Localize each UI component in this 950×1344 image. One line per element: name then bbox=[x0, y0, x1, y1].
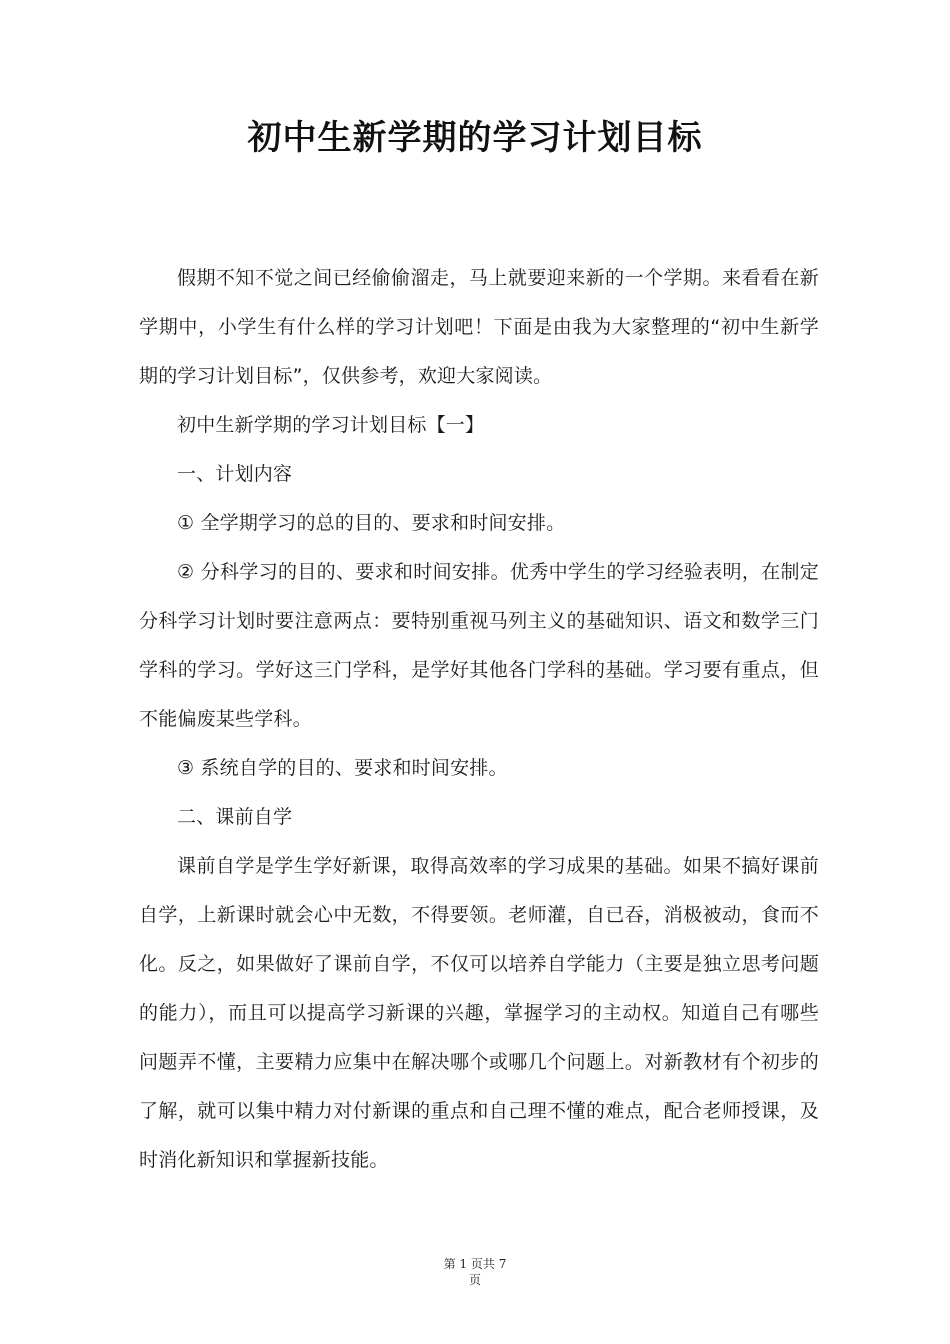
document-title: 初中生新学期的学习计划目标 bbox=[247, 118, 703, 158]
subheading-plan-content: 一、计划内容 bbox=[177, 463, 293, 485]
subheading-preview-study: 二、课前自学 bbox=[177, 806, 293, 828]
list-item-3: ③ 系统自学的目的、要求和时间安排。 bbox=[177, 757, 508, 779]
document-body bbox=[139, 254, 819, 1185]
preview-study-paragraph: 课前自学是学生学好新课，取得高效率的学习成果的基础。如果不搞好课前自学，上新课时就会心中无数，不得要领。老师灌，自已吞，消极被动，食而不化。反之，如果做好了课前自学，不仅可以培养自学能力（主要是独立思考问题的能力），而且可以提高学习新课的兴趣，掌握学习的主动权。知道自己有哪些问题弄不懂，主要精力应集中在解决哪个或哪几个问题上。对新教材有个初步的了解，就可以集中精力对付新课的重点和自己理不懂的难点，配合老师授课，及时消化新知识和掌握新技能。 bbox=[139, 855, 819, 1171]
page-number-line-2: 页 bbox=[468, 1273, 481, 1287]
section-heading-plan-one: 初中生新学期的学习计划目标【一】 bbox=[177, 414, 485, 436]
page-number-line-1: 第 1 页共 7 bbox=[443, 1257, 507, 1271]
intro-paragraph: 假期不知不觉之间已经偷偷溜走，马上就要迎来新的一个学期。来看看在新学期中，小学生有什么样的学习计划吧！下面是由我为大家整理的“初中生新学期的学习计划目标”，仅供参考，欢迎大家阅读。 bbox=[139, 267, 819, 387]
list-item-1: ① 全学期学习的总的目的、要求和时间安排。 bbox=[177, 512, 566, 534]
list-item-2: ② 分科学习的目的、要求和时间安排。优秀中学生的学习经验表明，在制定分科学习计划时要注意两点：要特别重视马列主义的基础知识、语文和数学三门学科的学习。学好这三门学科，是学好其他各门学科的基础。学习要有重点，但不能偏废某些学科。 bbox=[139, 561, 819, 730]
page-footer bbox=[0, 1256, 950, 1288]
